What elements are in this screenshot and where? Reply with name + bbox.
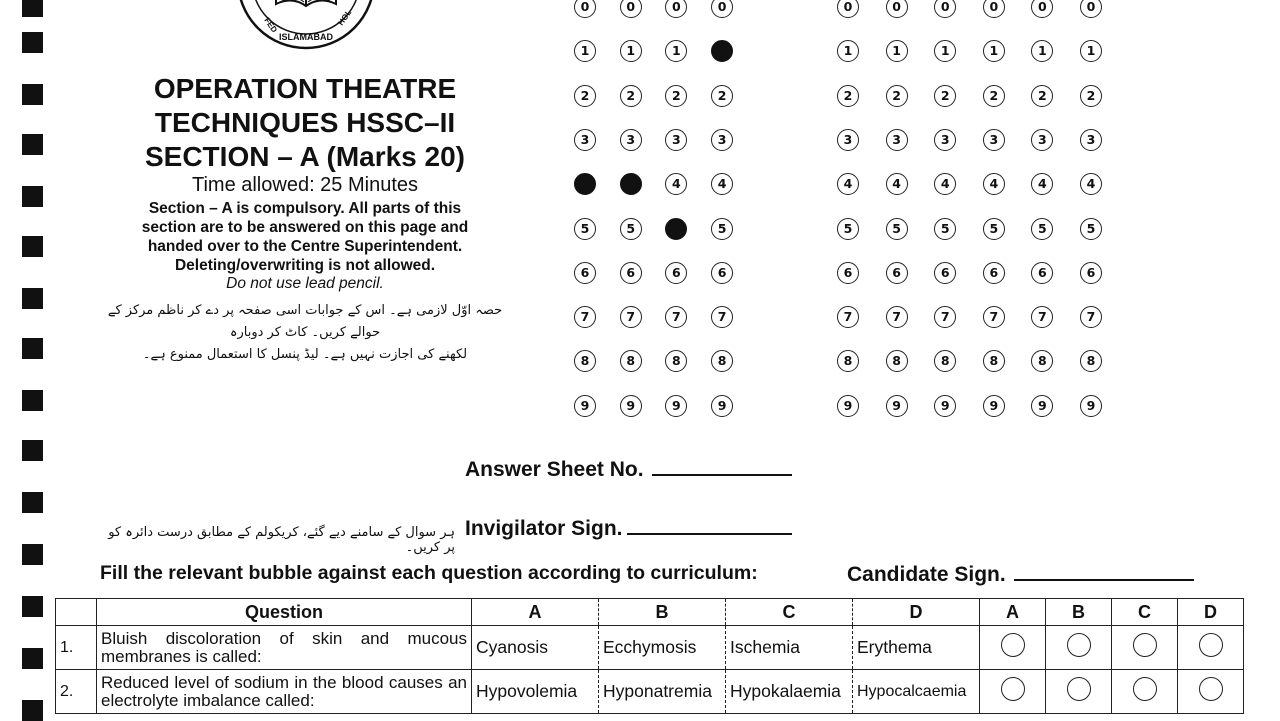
instruction-line: Deleting/overwriting is not allowed. [174,257,436,274]
urdu-instructions [100,300,510,366]
left-grid-bubble-7[interactable]: 7 [574,306,596,328]
answer-sheet-label: Answer Sheet No. [465,458,644,481]
right-grid-bubble-1[interactable]: 1 [886,40,908,62]
right-grid-bubble-4[interactable]: 4 [1031,173,1053,195]
right-grid-bubble-8[interactable]: 8 [886,350,908,372]
invigilator-sign [465,517,792,541]
left-grid-bubble-5[interactable] [665,218,687,240]
instruction-line: section are to be answered on this page and [141,219,469,236]
right-grid-bubble-7[interactable]: 7 [1031,306,1053,328]
table-row [56,670,1244,714]
left-grid-bubble-0[interactable]: 0 [665,0,687,18]
left-grid-bubble-9[interactable]: 9 [574,395,596,417]
left-grid-bubble-8[interactable]: 8 [665,350,687,372]
registration-mark [22,390,43,411]
right-grid-bubble-5[interactable]: 5 [886,218,908,240]
question-text: Reduced level of sodium in the blood causes an electrolyte imbalance called: [97,670,472,714]
answer-bubble-cell [980,670,1046,714]
registration-mark [22,700,43,721]
question-number: 2. [56,670,97,714]
right-grid-bubble-9[interactable]: 9 [1031,395,1053,417]
answer-bubble-a[interactable] [1001,633,1025,657]
instructions [100,199,510,275]
invigilator-sign-blank[interactable] [627,533,792,535]
right-grid-bubble-1[interactable]: 1 [934,40,956,62]
right-grid-bubble-1[interactable]: 1 [1031,40,1053,62]
left-grid-bubble-2[interactable]: 2 [665,85,687,107]
answer-bubble-cell [1112,670,1178,714]
right-grid-bubble-4[interactable]: 4 [934,173,956,195]
right-grid-bubble-5[interactable]: 5 [983,218,1005,240]
registration-mark [22,236,43,257]
header-option-b: B [599,599,726,626]
candidate-label: Candidate Sign. [847,563,1006,586]
left-grid-bubble-6[interactable]: 6 [620,262,642,284]
subject-title-line2: TECHNIQUES HSSC–II [154,107,456,138]
header-bubble-d: D [1178,599,1244,626]
right-grid-bubble-6[interactable]: 6 [934,262,956,284]
left-grid-bubble-2[interactable]: 2 [574,85,596,107]
header-option-a: A [472,599,599,626]
right-grid-bubble-7[interactable]: 7 [886,306,908,328]
right-grid-bubble-4[interactable]: 4 [1080,173,1102,195]
option-b: Hyponatremia [599,670,726,714]
section-title: SECTION – A (Marks 20) [144,141,466,172]
right-grid-bubble-6[interactable]: 6 [1031,262,1053,284]
header-bubble-c: C [1112,599,1178,626]
answer-bubble-b[interactable] [1067,633,1091,657]
header-question: Question [97,599,472,626]
mcq-table [55,598,1244,714]
right-grid-bubble-0[interactable]: 0 [983,0,1005,18]
subject-title-line1: OPERATION THEATRE [153,73,457,104]
right-grid-bubble-1[interactable]: 1 [837,40,859,62]
option-a: Cyanosis [472,626,599,670]
question-text: Bluish discoloration of skin and mucous membranes is called: [97,626,472,670]
right-grid-bubble-1[interactable]: 1 [983,40,1005,62]
right-grid-bubble-3[interactable]: 3 [837,129,859,151]
table-header-row [56,599,1244,626]
option-d: Erythema [853,626,980,670]
header-bubble-a: A [980,599,1046,626]
left-grid-bubble-8[interactable]: 8 [711,350,733,372]
answer-bubble-c[interactable] [1133,633,1157,657]
left-grid-bubble-3[interactable]: 3 [574,129,596,151]
right-grid-bubble-8[interactable]: 8 [1080,350,1102,372]
answer-bubble-cell [1178,670,1244,714]
left-grid-bubble-4[interactable] [574,173,596,195]
right-grid-bubble-0[interactable]: 0 [934,0,956,18]
right-grid-bubble-2[interactable]: 2 [886,85,908,107]
right-grid-bubble-0[interactable]: 0 [837,0,859,18]
left-grid-bubble-1[interactable] [711,40,733,62]
answer-bubble-cell [1046,626,1112,670]
right-grid-bubble-7[interactable]: 7 [837,306,859,328]
left-grid-bubble-6[interactable]: 6 [665,262,687,284]
left-grid-bubble-3[interactable]: 3 [620,129,642,151]
right-grid-bubble-8[interactable]: 8 [1031,350,1053,372]
fill-instruction: Fill the relevant bubble against each question according to curriculum: [100,562,758,584]
option-b: Ecchymosis [599,626,726,670]
lead-pencil-note: Do not use lead pencil. [226,275,384,292]
right-grid-bubble-7[interactable]: 7 [934,306,956,328]
right-grid-bubble-6[interactable]: 6 [886,262,908,284]
registration-mark [22,134,43,155]
left-grid-bubble-8[interactable]: 8 [574,350,596,372]
header-bubble-b: B [1046,599,1112,626]
instruction-line: handed over to the Centre Superintendent. [147,238,463,255]
left-grid-bubble-3[interactable]: 3 [711,129,733,151]
right-grid-bubble-8[interactable]: 8 [934,350,956,372]
right-grid-bubble-9[interactable]: 9 [886,395,908,417]
option-d: Hypocalcaemia [853,670,980,714]
left-grid-bubble-6[interactable]: 6 [574,262,596,284]
left-grid-bubble-8[interactable]: 8 [620,350,642,372]
answer-bubble-cell [1046,670,1112,714]
right-grid-bubble-0[interactable]: 0 [1080,0,1102,18]
registration-mark [22,32,43,53]
left-grid-bubble-4[interactable]: 4 [711,173,733,195]
header-option-c: C [726,599,853,626]
registration-mark [22,596,43,617]
table-row [56,626,1244,670]
logo-left-text: FED [262,15,279,35]
right-grid-bubble-7[interactable]: 7 [1080,306,1102,328]
answer-bubble-cell [1112,626,1178,670]
right-grid-bubble-5[interactable]: 5 [1031,218,1053,240]
right-grid-bubble-6[interactable]: 6 [837,262,859,284]
registration-mark [22,288,43,309]
registration-mark [22,648,43,669]
right-grid-bubble-9[interactable]: 9 [1080,395,1102,417]
left-grid-bubble-7[interactable]: 7 [711,306,733,328]
right-grid-bubble-2[interactable]: 2 [934,85,956,107]
left-grid-bubble-6[interactable]: 6 [711,262,733,284]
option-a: Hypovolemia [472,670,599,714]
right-grid-bubble-4[interactable]: 4 [837,173,859,195]
left-grid-bubble-7[interactable]: 7 [620,306,642,328]
header-option-d: D [853,599,980,626]
answer-bubble-d[interactable] [1199,633,1223,657]
question-number: 1. [56,626,97,670]
left-grid-bubble-7[interactable]: 7 [665,306,687,328]
right-grid-bubble-2[interactable]: 2 [1080,85,1102,107]
answer-bubble-b[interactable] [1067,677,1091,701]
answer-bubble-d[interactable] [1199,677,1223,701]
right-grid-bubble-2[interactable]: 2 [837,85,859,107]
left-grid-bubble-2[interactable]: 2 [711,85,733,107]
board-logo [230,0,382,50]
registration-mark [22,492,43,513]
right-grid-bubble-1[interactable]: 1 [1080,40,1102,62]
right-grid-bubble-3[interactable]: 3 [983,129,1005,151]
registration-mark [22,440,43,461]
logo-text: ISLAMABAD [279,32,333,42]
candidate-sign [847,563,1194,587]
right-grid-bubble-5[interactable]: 5 [837,218,859,240]
right-grid-bubble-8[interactable]: 8 [837,350,859,372]
instruction-line: Section – A is compulsory. All parts of this [148,200,462,217]
urdu-fill-instruction: ہر سوال کے سامنے دیے گئے، کریکولم کے مطابق درست دائرہ کو پر کریں۔ [108,525,455,555]
answer-sheet-number [465,458,792,482]
right-grid-bubble-2[interactable]: 2 [983,85,1005,107]
right-grid-bubble-7[interactable]: 7 [983,306,1005,328]
right-grid-bubble-4[interactable]: 4 [886,173,908,195]
registration-mark [22,0,43,17]
left-grid-bubble-1[interactable]: 1 [620,40,642,62]
registration-marks [22,0,44,720]
right-grid-bubble-0[interactable]: 0 [886,0,908,18]
registration-mark [22,84,43,105]
urdu-line: حصہ اوّل لازمی ہے۔ اس کے جوابات اسی صفحہ پر دے کر ناظم مرکز کے حوالے کریں۔ کاٹ کر دوبارہ [107,303,503,340]
left-grid-bubble-0[interactable]: 0 [574,0,596,18]
right-grid-bubble-9[interactable]: 9 [837,395,859,417]
answer-bubble-cell [980,626,1046,670]
right-grid-bubble-5[interactable]: 5 [1080,218,1102,240]
answer-bubble-c[interactable] [1133,677,1157,701]
left-grid-bubble-4[interactable]: 4 [665,173,687,195]
right-grid-bubble-9[interactable]: 9 [934,395,956,417]
right-grid-bubble-3[interactable]: 3 [1031,129,1053,151]
logo-right-text: HOL [336,8,354,28]
right-grid-bubble-4[interactable]: 4 [983,173,1005,195]
right-grid-bubble-9[interactable]: 9 [983,395,1005,417]
right-grid-bubble-3[interactable]: 3 [886,129,908,151]
registration-mark [22,186,43,207]
left-grid-bubble-3[interactable]: 3 [665,129,687,151]
registration-mark [22,544,43,565]
right-grid-bubble-3[interactable]: 3 [1080,129,1102,151]
left-grid-bubble-9[interactable]: 9 [711,395,733,417]
urdu-line: لکھنے کی اجازت نہیں ہے۔ لیڈ پنسل کا استعمال ممنوع ہے۔ [142,347,468,362]
left-grid-bubble-1[interactable]: 1 [574,40,596,62]
left-grid-bubble-5[interactable]: 5 [711,218,733,240]
left-grid-bubble-0[interactable]: 0 [620,0,642,18]
option-c: Hypokalaemia [726,670,853,714]
right-grid-bubble-3[interactable]: 3 [934,129,956,151]
left-grid-bubble-4[interactable] [620,173,642,195]
left-grid-bubble-9[interactable]: 9 [665,395,687,417]
right-grid-bubble-6[interactable]: 6 [983,262,1005,284]
left-grid-bubble-9[interactable]: 9 [620,395,642,417]
left-grid-bubble-1[interactable]: 1 [665,40,687,62]
right-grid-bubble-8[interactable]: 8 [983,350,1005,372]
right-grid-bubble-5[interactable]: 5 [934,218,956,240]
answer-bubble-a[interactable] [1001,677,1025,701]
answer-bubble-cell [1178,626,1244,670]
time-allowed: Time allowed: 25 Minutes [191,174,419,196]
left-grid-bubble-0[interactable]: 0 [711,0,733,18]
answer-sheet-blank[interactable] [652,474,792,476]
option-c: Ischemia [726,626,853,670]
right-grid-bubble-0[interactable]: 0 [1031,0,1053,18]
candidate-sign-blank[interactable] [1014,579,1194,581]
registration-mark [22,338,43,359]
left-grid-bubble-5[interactable]: 5 [574,218,596,240]
right-grid-bubble-2[interactable]: 2 [1031,85,1053,107]
left-grid-bubble-5[interactable]: 5 [620,218,642,240]
left-grid-bubble-2[interactable]: 2 [620,85,642,107]
right-grid-bubble-6[interactable]: 6 [1080,262,1102,284]
header-number [56,599,97,626]
invigilator-label: Invigilator Sign. [465,517,623,540]
